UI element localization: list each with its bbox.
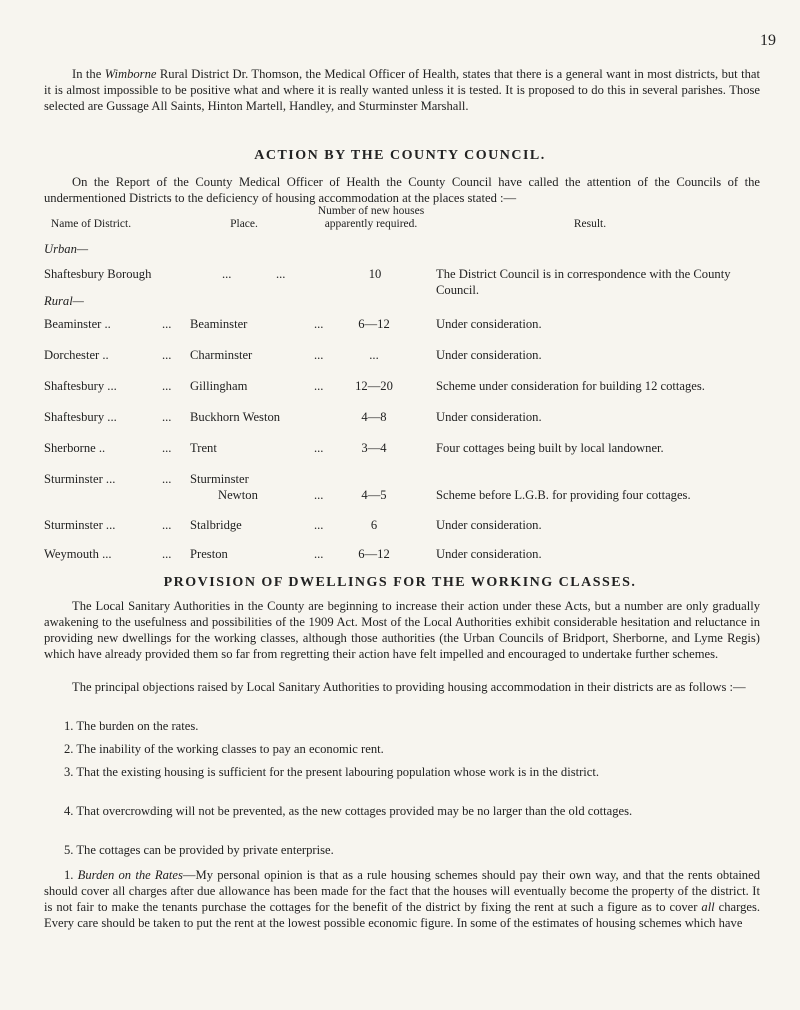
- table-row-place: Gillingham: [190, 379, 248, 393]
- table-row-place: Stalbridge: [190, 518, 242, 532]
- table-row-result: Under consideration.: [436, 317, 542, 331]
- table-row-dots: ...: [314, 317, 324, 331]
- section-heading-action: ACTION BY THE COUNTY COUNCIL.: [254, 148, 546, 163]
- table-row-name: Beaminster ..: [44, 317, 111, 331]
- table-row-result: Under consideration.: [436, 348, 542, 362]
- table-row-result: Four cottages being built by local landowner.: [436, 441, 664, 455]
- objection-item: 2. The inability of the working classes to pay an economic rent.: [64, 742, 384, 756]
- table-row-number: ...: [369, 348, 379, 362]
- final-emphasis: all: [701, 900, 715, 914]
- final-text-2: charges. Every care should be taken to put the rent at the lowest possible economic figure. In some of the estimates of housing schemes which have: [44, 900, 761, 930]
- table-row-name: Sturminster ...: [44, 472, 116, 486]
- table-row-name: Weymouth ...: [44, 547, 112, 561]
- table-row-result: Under consideration.: [436, 547, 542, 561]
- table-row-dots: ...: [314, 518, 324, 532]
- section1-paragraph: On the Report of the County Medical Officer of Health the County Council have called the attention of the Councils of the undermentioned Districts to the deficiency of housing accommodation at the places stated :—: [44, 175, 760, 205]
- table-row-number: 4—5: [361, 488, 387, 502]
- table-row-number: 10: [368, 267, 382, 281]
- col-header-number: Number of new houses apparently required.: [317, 205, 425, 230]
- table-row-dots: ...: [162, 317, 172, 331]
- table-row-place: Buckhorn Weston: [190, 410, 281, 424]
- final-title: Burden on the Rates: [77, 868, 183, 882]
- table-row-place: Preston: [190, 547, 228, 561]
- table-row-number: 6—12: [358, 317, 390, 331]
- intro-paragraph: [44, 66, 760, 114]
- objection-item: 3. That the existing housing is sufficient for the present labouring population whose work is in the district.: [64, 765, 600, 779]
- table-row-name: Sturminster ...: [44, 518, 116, 532]
- table-row-result: Under consideration.: [436, 410, 542, 424]
- final-paragraph: [44, 867, 760, 931]
- table-row-result: Scheme under consideration for building 12 cottages.: [436, 379, 705, 393]
- rural-label: Rural—: [44, 294, 84, 308]
- intro-rest: Rural District Dr. Thomson, the Medical Officer of Health, states that there is a general want in most districts, but that it is almost impossible to be positive what and where it is really wanted unless it is tested. It is proposed to do this in several parishes. Those selected are Gussage All Saints, Hinton Martell, Handley, and Sturminster Marshall.: [44, 67, 760, 113]
- table-row-place: Beaminster: [190, 317, 248, 331]
- table-row-dots: ...: [162, 379, 172, 393]
- table-row-number: 12—20: [355, 379, 393, 393]
- provision-paragraph-2: The principal objections raised by Local Sanitary Authorities to providing housing accommodation in their districts are as follows :—: [72, 680, 746, 694]
- table-row-result: Under consideration.: [436, 518, 542, 532]
- provision-paragraph-1: The Local Sanitary Authorities in the County are beginning to increase their action under these Acts, but a number are only gradually awakening to the usefulness and possibilities of the 1909 Act. Most of the Local Authorities exhibit considerable hesitation and reluctance in providing new dwellings for the working classes, although those authorities (the Urban Councils of Bridport, Sherborne, and Lyme Regis) which have already provided them so far from regretting their action have felt impelled and encouraged to undertake further schemes.: [44, 599, 760, 661]
- table-row-dots: ...: [162, 410, 172, 424]
- urban-label: Urban—: [44, 242, 89, 256]
- table-row-result: The District Council is in correspondence with the County Council.: [436, 267, 731, 297]
- table-row-number: 6: [370, 518, 378, 532]
- final-num: 1.: [64, 868, 78, 882]
- table-row-dots: ...: [314, 488, 324, 502]
- table-row-dots: ...: [314, 547, 324, 561]
- table-row-dots: ...: [162, 518, 172, 532]
- objection-item: 4. That overcrowding will not be prevented, as the new cottages provided may be no larger than the old cottages.: [64, 804, 633, 818]
- table-row-name: Shaftesbury ...: [44, 410, 117, 424]
- table-row-dots: ...: [162, 472, 172, 486]
- col-header-name: Name of District.: [50, 218, 132, 230]
- table-row-dots: ...: [222, 267, 232, 281]
- table-row-number: 6—12: [358, 547, 390, 561]
- table-row-dots: ...: [162, 547, 172, 561]
- col-header-place: Place.: [230, 218, 258, 230]
- section-heading-provision: PROVISION OF DWELLINGS FOR THE WORKING CLASSES.: [163, 575, 637, 590]
- table-row-dots: ...: [162, 441, 172, 455]
- table-row-number: 3—4: [361, 441, 387, 455]
- intro-district: Wimborne: [104, 67, 157, 81]
- table-row-place: Sturminster: [190, 472, 249, 486]
- table-row-dots: ...: [314, 441, 324, 455]
- final-text-1: —My personal opinion is that as a rule housing schemes should pay their own way, and that the rents obtained should cover all charges after due allowance has been made for the fact that the houses will eventually become the property of the district. It is not fair to make the tenants purchase the cottages for the benefit of the district by fixing the rent at such a figure as to cover: [44, 868, 760, 914]
- table-row-dots: ...: [314, 379, 324, 393]
- table-row-place: Charminster: [190, 348, 253, 362]
- col-header-result: Result.: [573, 218, 607, 230]
- table-row-place-cont: Newton: [218, 488, 258, 502]
- page-number: 19: [760, 32, 776, 49]
- table-row-name: Dorchester ..: [44, 348, 109, 362]
- table-row-name: Shaftesbury Borough: [44, 267, 152, 281]
- table-row-name: Sherborne ..: [44, 441, 106, 455]
- table-row-place: Trent: [190, 441, 217, 455]
- table-row-result: Scheme before L.G.B. for providing four cottages.: [436, 488, 691, 502]
- objection-item: 5. The cottages can be provided by private enterprise.: [64, 843, 334, 857]
- table-row-name: Shaftesbury ...: [44, 379, 117, 393]
- intro-lead: In the: [72, 67, 105, 81]
- table-row-dots: ...: [162, 348, 172, 362]
- table-row-dots: ...: [314, 348, 324, 362]
- table-row-number: 4—8: [361, 410, 387, 424]
- table-row-place: ...: [276, 267, 286, 281]
- objection-item: 1. The burden on the rates.: [64, 719, 199, 733]
